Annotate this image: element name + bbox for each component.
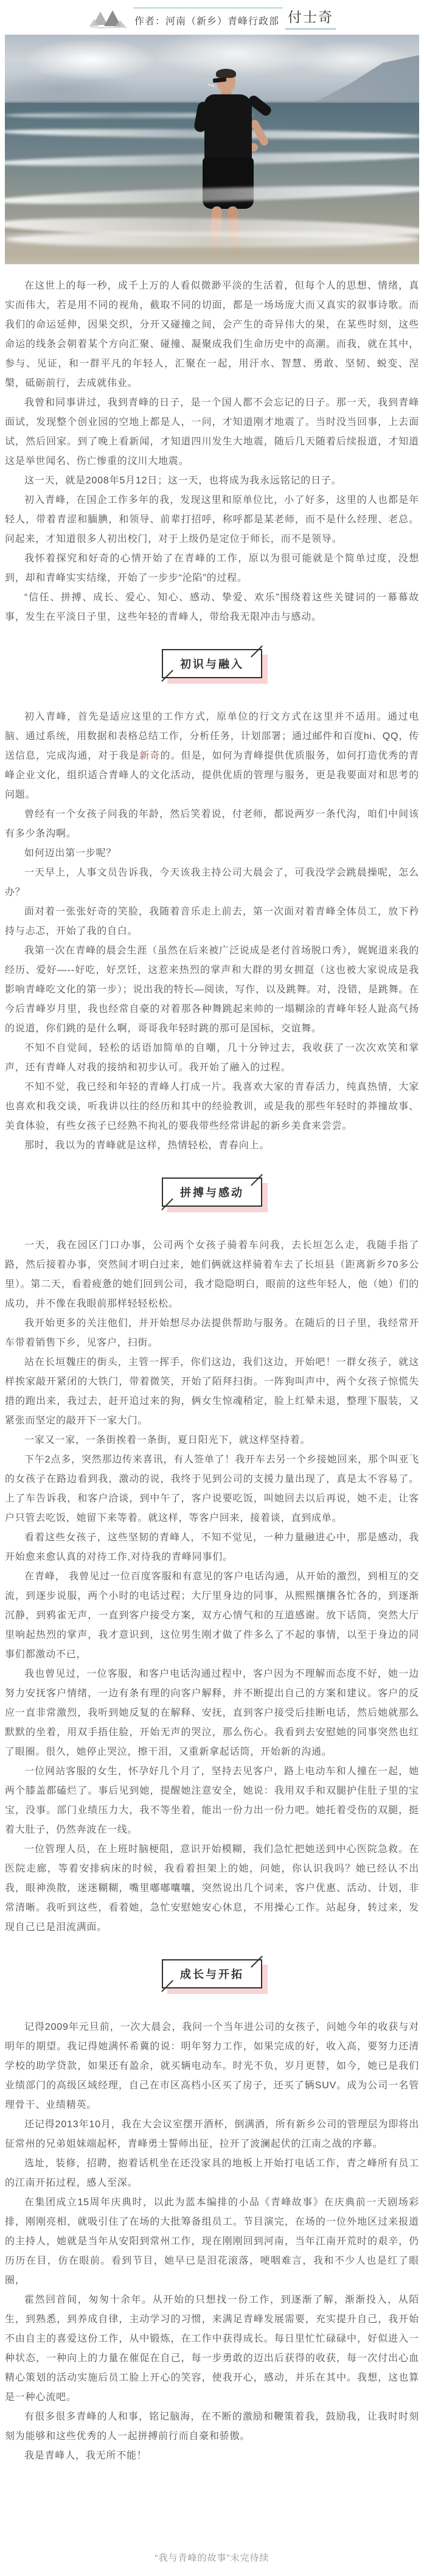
paragraph: 一位管理人员，在上班时脑梗阻，意识开始模糊，我们急忙把她送到中心医院急救。在医院走廊，等着安排病床的时候，我看着担架上的她，问她，你认识我吗？她已经认不出我，眼神涣散，迷迷糊糊，嘴里嘟嘟囔囔，突然说出几个词来，客户优惠、活动、计划，非常清晰。我听到这些，看着她，急忙安慰她安心休息，不用操心工作。站起身，转过来，发现自己已是泪流满面。 <box>5 1844 419 1932</box>
to-be-continued-note: “我与青峰的故事”未完待续 <box>155 2553 269 2563</box>
paragraph: 我也曾见过，一位客服，和客户电话沟通过程中，客户因为不理解而态度不好，她一边努力安抚客户情绪，一边有条有理的向客户解释，并不断提出自己的方案和建议。客户的反应一直非常激烈，我听到她反复的在解释、安抚，直到客户接受后挂断电话，然后她就那么默默的坐着，用双手捂住脸，开始无声的哭泣，那么伤心。我看到去安慰她的同事突然也红了眼圈。很久，她停止哭泣，擦干泪，又重新拿起话筒，开始新的沟通。 <box>5 1669 419 1757</box>
paragraph: 我怀着探究和好奇的心情开始了在青峰的工作，原以为很可能就是个简单过度，没想到，却和青峰实实结缘，开始了一步步“沦陷”的过程。 <box>5 553 419 583</box>
paragraph: 面对着一张张好奇的笑脸，我随着音乐走上前去，第一次面对着青峰全体员工，放下矜持与忐忑，开始了我的自白。 <box>5 907 419 936</box>
photo-shore-foam <box>5 231 419 247</box>
paragraph: 我曾和同事讲过，我到青峰的日子，是一个国人都不会忘记的日子。那一天，我到青峰面试，发现整个创业园的空地上都是人，一问，才知道刚才地震了。当时没当回事，上去面试，然后回家。到了晚上看新闻，才知道四川发生大地震，随后几天随着后续报道，才知道这是举世闻名、伤亡惨重的汶川大地震。 <box>5 398 419 466</box>
paragraph: 霍然回首间，匆匆十余年。从开始的只想找一份工作，到逐渐了解，渐渐投入，从陌生，到熟悉，到养成自律，主动学习的习惯，来满足青峰发展需要，充实提升自己，我开始不由自主的喜爱这份工作，从中锻炼，在工作中获得成长。每日里忙忙碌碌中，好似进入一种状态，一种向上的力量在催促在自己，每一步勇敢的迈出后获得的收获，每一次付出心血精心策划的活动实施后员工脸上开心的笑容，使我开心，感动，并乐在其中。我想，这也算是一种心流吧。 <box>5 2295 419 2402</box>
paragraph: 在这世上的每一秒，成千上万的人看似微渺平淡的生活着，但每个人的思想、情绪，真实而伟大，若是用不同的视角，截取不同的切面，都是一场场庞大而又真实的叙事诗歌。而我们的命运延伸，因果交织，分开又碰撞之间，会产生的奇异伟大的果，在某些时刻，这些命运的线条会朝着某个方向汇聚、碰撞、凝聚成我们生命历史中的高潮。而我，就在其中，参与、见证，和一群平凡的年轻人，汇聚在一起，用汗水、智慧、勇敢、坚韧、蜕变、涅槃，砥砺前行，去成就伟业。 <box>5 281 419 388</box>
person-torso <box>204 94 252 163</box>
section-title: 初识与融入 <box>180 658 244 670</box>
paragraph: 记得2009年元旦前，一次大晨会，我问一个当年进公司的女孩子，问她今年的收获与对明年的期望。我记得她满怀希冀的说：明年努力工作，如果完成的好，收入高，要努力还清学校的助学贷款，如果还有盈余，就买辆电动车。时光不负，岁月更替，如今，她已是我们业绩部门的高级区域经理，自己在市区高档小区买了房子，还买了辆SUV。成为公司一名管理骨干、业绩精英。 <box>5 2022 419 2110</box>
paragraph: 站在长垣魏庄的街头，主管一挥手，你们这边，我们这边，开始吧！一群女孩子，就这样挨家敲开紧闭的大铁门，带着微笑，开始了陌拜扫街。一阵狗叫声中，两个女孩子惊慌失措的跑出来，我过去，赶开追过来的狗，俩女生惊魂稍定，脸上红晕未退，整理下服装，又紧张而坚定的敲开下一家大门。 <box>5 1357 419 1426</box>
paragraph: “信任、拼搏、成长、爱心、知心、感动、挚爱、欢乐”围绕着这些关键词的一幕幕故事，发生在平淡日子里，这些年轻的青峰人，带给我无限冲击与感动。 <box>5 592 419 622</box>
person-cigarette <box>207 83 215 87</box>
paragraph: 一位网站客服的女生，怀孕好几个月了，坚持去见客户，路上电动车和人撞在一起，她两个膝盖都磕烂了。事后见到她，提醒她注意安全，她说：我用双手和双腿护住肚子里的宝宝，没事。部门业绩压力大，我不等坐着，能出一份力出一份力吧。她托着受伤的双腿，挺着大肚子，仍然奔波在一线。 <box>5 1766 419 1835</box>
paragraph-part: 初入青峰，首先是适应这里的工作方式，原单位的行文方式在这里并不适用。通过电脑、通过系统，用数据和表格总结工作，分析任务，计划部署；通过邮件和百度hi、QQ，传送信息，完成沟通，对于我是 <box>5 712 419 761</box>
mountain-icon <box>88 7 128 29</box>
paragraph: 那时，我以为的青峰就是这样，热情轻松，青春向上。 <box>24 1140 270 1151</box>
section-heading-box-2 <box>162 1177 262 1207</box>
author-name: 付士奇 <box>285 6 336 30</box>
paragraph: 初入青峰，在国企工作多年的我，发现这里和原单位比，小了好多，这里的人也都是年轻人，带着青涩和腼腆，和领导、前辈打招呼，称呼都是某老师，而不是什么经理、老总。问起来，才知道很多人初出校门，对于上级仍是定位于师长，而不是领导。 <box>5 495 419 544</box>
paragraph: 在青峰， 我曾见过一位百度客服和有意见的客户电话沟通，从开始的激烈，到相互的交流，到逐步说服，两个小时的电话过程；大厅里身边的同事，从熙熙攘攘各忙各的，到逐渐沉静，到鸦雀无声，一直到客户接受方案，双方心情气和的互道感谢。放下话筒，突然大厅里响起热烈的掌声，我才意识到，这位男生刚才做了件多么了不起的事情，以至于身边的同事们都激动不已， <box>5 1571 419 1660</box>
paragraph-part: 的。但是，如何为青峰提供优质服务，如何打造优秀的青峰企业文化，组织适合青峰人的文化活动，提供优质的管理与服务，更是我要面对和思考的问题。 <box>5 751 419 800</box>
author-header <box>0 0 424 35</box>
paragraph: 还记得2013年10月，我在大会议室摆开酒杯，倒满酒，所有新乡公司的管理层为即将出征常州的兄弟姐妹端起杯，青峰勇士誓师出征，拉开了波澜起伏的江南之战的序幕。 <box>5 2119 419 2149</box>
paragraph: 不知不自觉间，轻松的话语加简单的自嘲，几十分钟过去，我收获了一次次欢笑和掌声，还有青峰人对我的接纳和初步认可。我开始了融入的过程。 <box>5 1043 419 1073</box>
person-hair <box>216 69 236 78</box>
paragraph: 我第一次在青峰的晨会生涯（虽然在后来被广泛说成是老付首场脱口秀），娓娓道来我的经历、爱好—--好吃，好烹饪，这惹来热烈的掌声和大群的男女拥趸（这也被大家说成是我影响青峰吃文化的第一步）；说出我的特长—阅读，写作，以及跳舞。对，没错，是跳舞。在今后青峰岁月里，我也经常自豪的对着那各种舞跳起来帅的一塌糊涂的青峰年轻人趾高气扬的说道，你们跳的是什么啊，哥哥我年轻时跳的那可是国标，交谊舞。 <box>5 946 419 1034</box>
paragraph: 我开始更多的关注他们，并开始想尽办法提供帮助与服务。在随后的日子里，我经常开车带着销售下乡，见客户，扫街。 <box>5 1318 419 1348</box>
author-label: 作者：河南（新乡）青峰行政部 <box>133 7 283 30</box>
paragraph: 选址，装修，招聘，抱着话机坐在还没家具的地板上开始打电话工作，青之峰所有员工的江南开拓过程，感人至深。 <box>5 2158 419 2188</box>
paragraph: 如何迈出第一步呢？ <box>24 848 117 858</box>
paragraph: 我是青峰人，我无所不能！ <box>24 2451 147 2461</box>
section-heading-box-1 <box>162 649 262 678</box>
paragraph: 不知不觉，我已经和年轻的青峰人打成一片。我喜欢大家的青春活力，纯真热情，大家也喜欢和我交谈，听我讲以往的经历和其中的经验教训，或是我的那些年轻时的莽撞故事、美食体验，有些女孩子已经熟不拘礼的要我带些经常讲起的新乡美食来尝尝。 <box>5 1082 419 1131</box>
paragraph: 下午2点多，突然那边传来喜讯，有人签单了！我开车去另一个乡接她回来，那个叫亚飞的女孩子在路边看到我，激动的说，我终于见到公司的支援力量出现了，真是太不容易了。上了车告诉我，和客户洽谈，到中午了，客户说要吃饭，叫她回去以后再说，她不走，让客户只管去吃饭，她留下来等着。就这样，等客户回来，接着谈，直到成单。 <box>5 1455 419 1523</box>
author-line <box>133 6 336 30</box>
section-title: 成长与开拓 <box>180 1968 244 1981</box>
paragraph: 看着这些女孩子，这些坚韧的青峰人，不知不觉见，一种力量融进心中，那是感动，我开始愈来愈认真的对待工作,对待我的青峰同事们。 <box>5 1532 419 1562</box>
paragraph: 一天，我在园区门口办事，公司两个女孩子骑着车问我，去长垣怎么走，我随手指了路，然后接着办事，突然间才明白过来，她们俩就这样骑着车去了长垣县（距离新乡70多公里）。第二天，看着疲惫的她们回到公司，我才隐隐明白，眼前的这些年轻人，他（她）们的成功，并不像在我眼前那样轻轻松松。 <box>5 1240 419 1309</box>
paragraph: 曾经有一个女孩子问我的年龄，然后笑着说，付老师，都说两岁一条代沟，咱们中间该有多少条沟啊。 <box>5 809 419 839</box>
section-title: 拼搏与感动 <box>180 1187 244 1199</box>
article-body <box>0 264 424 2564</box>
paragraph: 有很多很多青峰的人和事，铭记脑海，在不断的激励和鞭策着我，鼓励我，让我时时刻刻为能够和这些优秀的人一起拼搏前行而自豪和骄傲。 <box>5 2412 419 2441</box>
paragraph: 这一天，就是2008年5月12日；这一天，也将成为我永远铭记的日子。 <box>24 476 342 486</box>
paragraph <box>0 707 424 805</box>
beach-photo <box>5 35 419 264</box>
paragraph: 在集团成立15周年庆典时，以此为蓝本编排的小品《青峰故事》在庆典前一天剧场彩排，刚刚亮相，就吸引住了在场的大批筹备组员工。节目演完，在场的一位外地区过来报道的主持人，她就是当年从安阳到常州工作，现在刚刚回到河南，当年江南开荒时的艰辛，仍历历在目，仿在眼前。看到节目，她早已是泪花滚落，哽咽难言，我和不少人也是红了眼圈， <box>5 2197 419 2286</box>
paragraph: 一家又一家，一条街挨着一条街，夏日阳光下，就这样坚持着。 <box>24 1435 311 1445</box>
section-heading-box-3 <box>162 1959 262 1988</box>
highlight-word: 新奇 <box>139 751 161 761</box>
paragraph: 一天早上，人事文员告诉我，今天该我主持公司大晨会了，可我没学会跳晨操呢，怎么办？ <box>5 868 419 897</box>
